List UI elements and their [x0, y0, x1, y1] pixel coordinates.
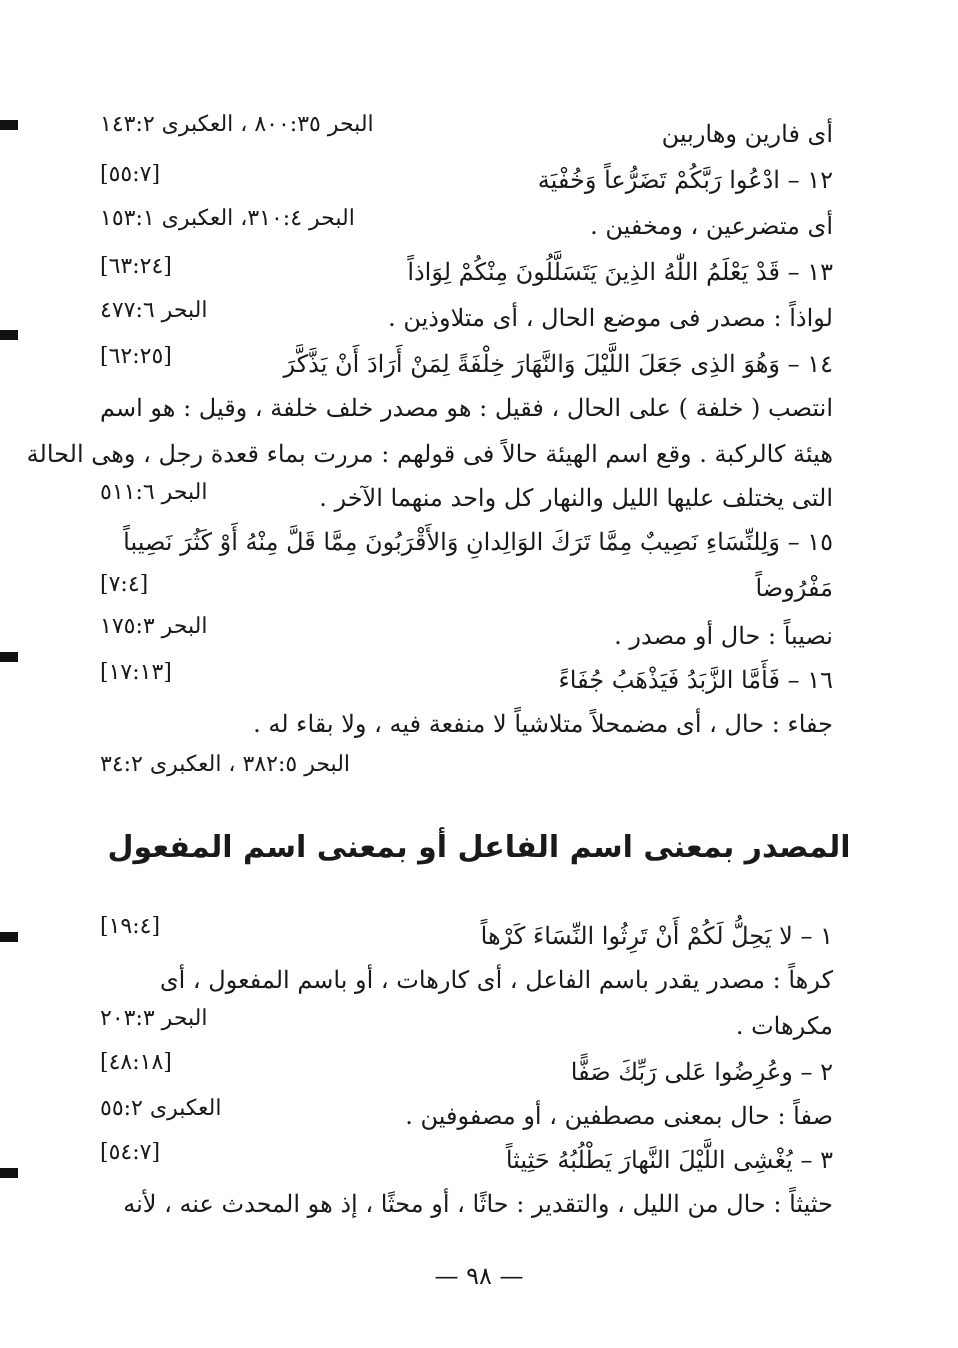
text-line: كرهاً : مصدر يقدر باسم الفاعل ، أى كارهات ، أو باسم المفعول ، أى: [159, 966, 833, 994]
verse-reference: [٧:٤]: [100, 572, 149, 597]
reference: البحر ١٧٥:٣: [100, 614, 208, 639]
verse-reference: [٥٤:٧]: [100, 1140, 161, 1165]
verse-reference: [١٧:١٣]: [100, 660, 172, 685]
verse-reference: [٤٨:١٨]: [100, 1050, 172, 1075]
verse-line: ٣ – يُغْشِى اللَّيْلَ النَّهارَ يَطْلُبُهُ حَثِيثاً: [505, 1146, 833, 1174]
text-line: انتصب ( خلفة ) على الحال ، فقيل : هو مصدر خلف خلفة ، وقيل : هو اسم: [100, 394, 833, 422]
reference: البحر ٨٠٠:٣٥ ، العكبرى ١٤٣:٢: [100, 112, 374, 137]
binding-mark: [0, 652, 18, 662]
reference: البحر ٣٨٢:٥ ، العكبرى ٣٤:٢: [100, 752, 351, 777]
reference: البحر ٤٧٧:٦: [100, 298, 208, 323]
reference: البحر ٥١١:٦: [100, 480, 208, 505]
verse-reference: [٥٥:٧]: [100, 162, 161, 187]
reference: البحر ٢٠٣:٣: [100, 1006, 208, 1031]
binding-mark: [0, 120, 18, 130]
reference: العكبرى ٥٥:٢: [100, 1096, 222, 1121]
text-line: حثيثاً : حال من الليل ، والتقدير : حاثًا ، أو محثًا ، إذ هو المحدث عنه ، لأنه: [123, 1190, 833, 1218]
verse-line: مَفْرُوضاً: [755, 574, 833, 602]
binding-mark: [0, 932, 18, 942]
reference: البحر ٣١٠:٤، العكبرى ١٥٣:١: [100, 206, 355, 231]
verse-reference: [٦٢:٢٥]: [100, 344, 172, 369]
text-line: صفاً : حال بمعنى مصطفين ، أو مصفوفين .: [405, 1102, 833, 1130]
binding-mark: [0, 1168, 18, 1178]
text-line: لواذاً : مصدر فى موضع الحال ، أى متلاوذين .: [388, 304, 833, 332]
text-line: مكرهات .: [735, 1012, 833, 1040]
verse-reference: [٦٣:٢٤]: [100, 254, 172, 279]
text-line: نصيباً : حال أو مصدر .: [614, 622, 833, 650]
binding-mark: [0, 330, 18, 340]
page-number: — ٩٨ —: [434, 1262, 524, 1290]
verse-line: ١ – لا يَحِلُّ لَكُمْ أَنْ تَرِثُوا النِّسَاءَ كَرْهاً: [480, 922, 833, 950]
text-line: أى متضرعين ، ومخفين .: [590, 212, 833, 240]
verse-line: ١٤ – وَهُوَ الذِى جَعَلَ اللَّيْلَ وَالنَّهَارَ خِلْفَةً لِمَنْ أَرَادَ أَنْ يَذَّكَّرَ: [283, 350, 833, 378]
verse-line: ٢ – وعُرِضُوا عَلى رَبِّكَ صَفًّا: [570, 1058, 833, 1086]
verse-reference: [١٩:٤]: [100, 914, 161, 939]
text-line: جفاء : حال ، أى مضمحلاً متلاشياً لا منفعة فيه ، ولا بقاء له .: [253, 710, 833, 738]
text-line: هيئة كالركبة . وقع اسم الهيئة حالاً فى قولهم : مررت بماء قعدة رجل ، وهى الحالة: [26, 440, 833, 468]
verse-line: ١٥ – وَلِلنِّسَاءِ نَصِيبٌ مِمَّا تَرَكَ الوَالِدانِ وَالأَقْرَبُونَ مِمَّا قَلَّ مِنْهُ أَوْ كَثُرَ نَصِيباً: [123, 528, 833, 556]
section-heading: المصدر بمعنى اسم الفاعل أو بمعنى اسم المفعول: [107, 830, 851, 865]
text-line: التى يختلف عليها الليل والنهار كل واحد منهما الآخر .: [319, 484, 833, 512]
verse-line: ١٦ – فَأَمَّا الزَّبَدُ فَيَذْهَبُ جُفَاءً: [558, 666, 833, 694]
verse-line: ١٣ – قَدْ يَعْلَمُ اللّٰهُ الذِينَ يَتَسَلَّلُونَ مِنْكُمْ لِوَاذاً: [407, 258, 833, 286]
text-line: أى فارين وهاربين: [661, 120, 833, 148]
verse-line: ١٢ – ادْعُوا رَبَّكُمْ تَضَرُّعاً وَخُفْيَة: [537, 166, 833, 194]
